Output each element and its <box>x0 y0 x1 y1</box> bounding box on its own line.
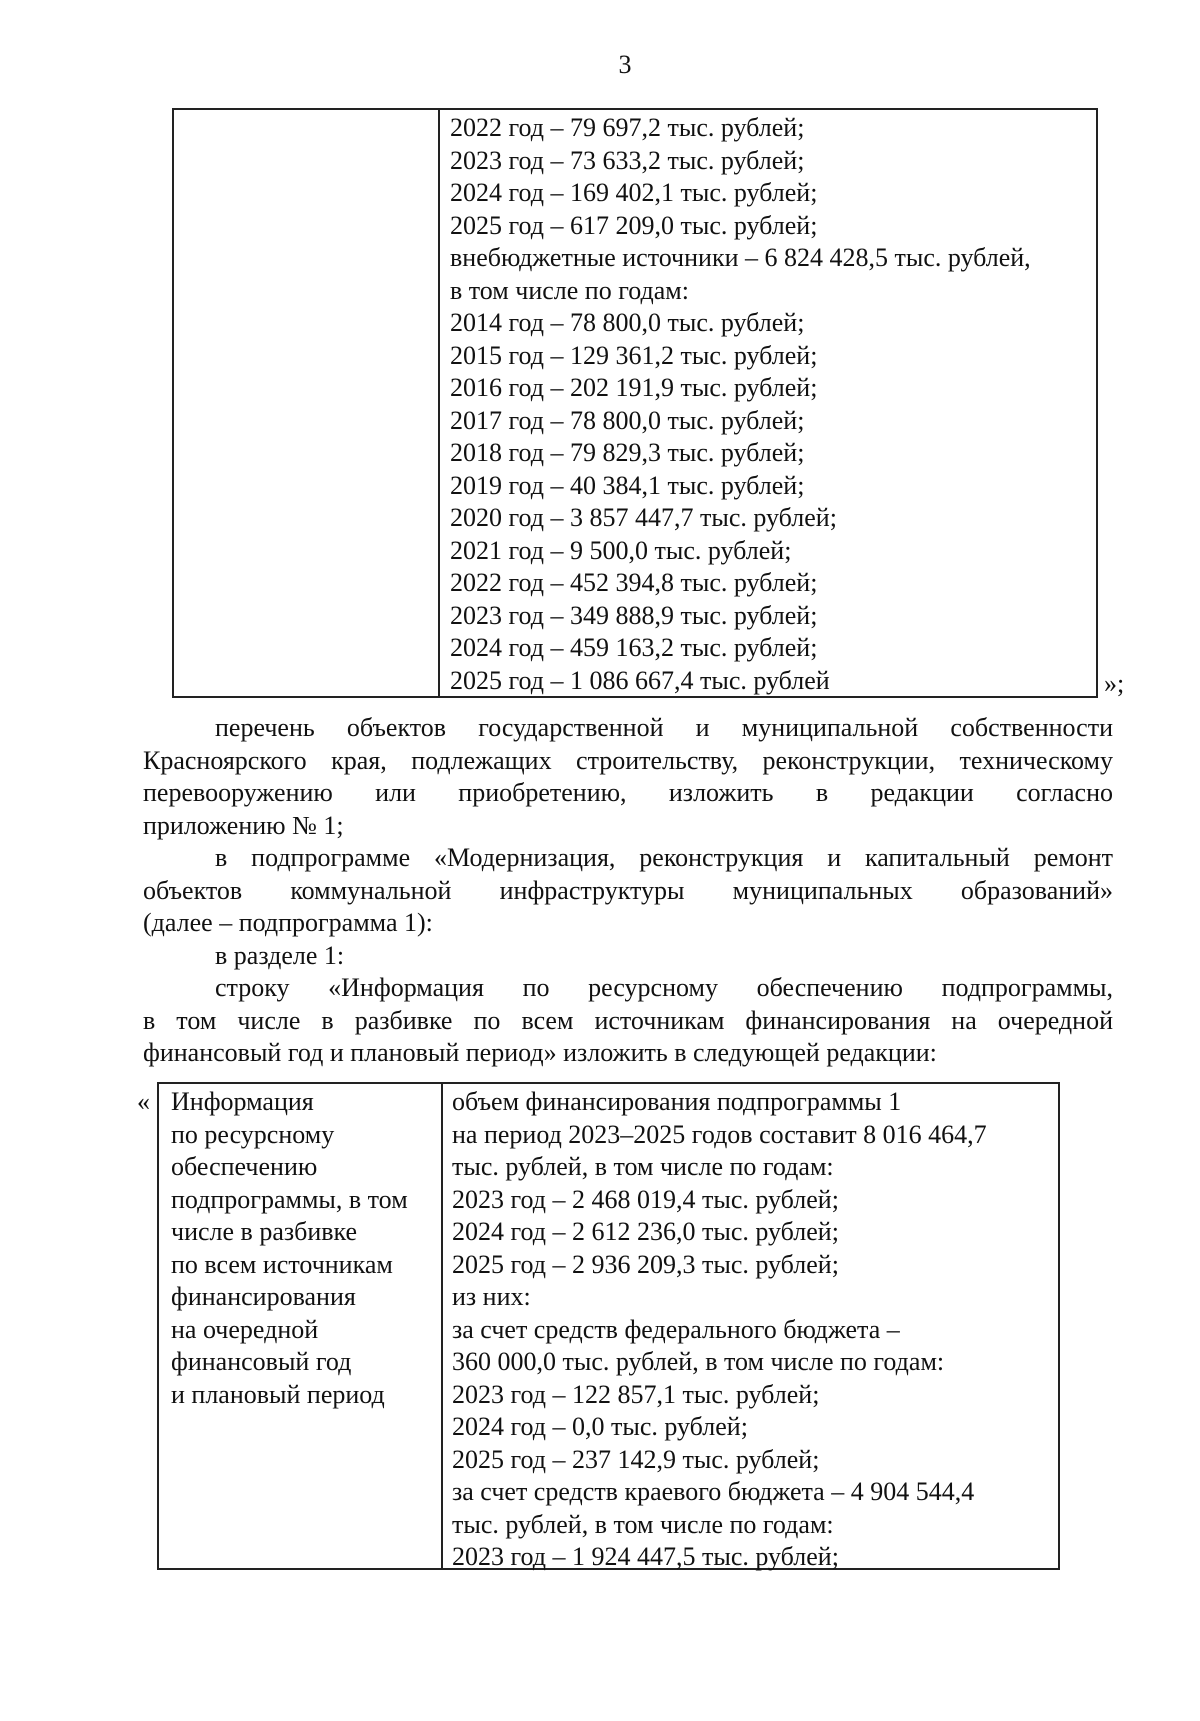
table-right-cell <box>450 112 1088 697</box>
funding-line: 2022 год – 452 394,8 тыс. рублей; <box>450 568 818 597</box>
text-line: строку «Информация по ресурсному обеспечению подпрограммы, <box>215 973 1113 1002</box>
paragraph-objects-list <box>143 712 1113 842</box>
funding-line: 360 000,0 тыс. рублей, в том числе по годам: <box>452 1347 945 1376</box>
resource-info-table <box>157 1082 1060 1570</box>
table-column-divider <box>441 1084 443 1568</box>
page-number: 3 <box>618 50 632 79</box>
funding-line: 2024 год – 0,0 тыс. рублей; <box>452 1412 748 1441</box>
funding-line: 2025 год – 1 086 667,4 тыс. рублей <box>450 665 830 695</box>
text-line: (далее – подпрограмма 1): <box>143 908 433 937</box>
funding-line: 2014 год – 78 800,0 тыс. рублей; <box>450 308 805 337</box>
text-line: перевооружению или приобретению, изложить в редакции согласно <box>143 778 1113 807</box>
funding-line: 2024 год – 169 402,1 тыс. рублей; <box>450 178 818 207</box>
row-label-line: подпрограммы, в том <box>171 1184 408 1214</box>
funding-line: тыс. рублей, в том числе по годам: <box>452 1152 834 1181</box>
paragraph-subprogram <box>143 842 1113 940</box>
funding-line: 2016 год – 202 191,9 тыс. рублей; <box>450 373 818 402</box>
row-label-line: по ресурсному <box>171 1119 335 1149</box>
row-label-line: финансовый год <box>171 1347 352 1376</box>
funding-line: 2018 год – 79 829,3 тыс. рублей; <box>450 438 805 467</box>
funding-line: объем финансирования подпрограммы 1 <box>452 1087 902 1116</box>
funding-line: 2023 год – 1 924 447,5 тыс. рублей; <box>452 1542 839 1571</box>
closing-quote: »; <box>1104 669 1125 698</box>
funding-line: 2025 год – 237 142,9 тыс. рублей; <box>452 1444 820 1474</box>
funding-line: из них: <box>452 1282 531 1311</box>
funding-line: за счет средств федерального бюджета – <box>452 1314 900 1344</box>
funding-line: 2023 год – 122 857,1 тыс. рублей; <box>452 1379 820 1409</box>
funding-line: 2019 год – 40 384,1 тыс. рублей; <box>450 470 805 500</box>
funding-line: 2021 год – 9 500,0 тыс. рублей; <box>450 535 792 565</box>
funding-line: внебюджетные источники – 6 824 428,5 тыс. рублей, <box>450 243 1031 272</box>
funding-line: 2025 год – 617 209,0 тыс. рублей; <box>450 210 818 240</box>
funding-line: на период 2023–2025 годов составит 8 016 464,7 <box>452 1119 987 1149</box>
row-label-line: числе в разбивке <box>171 1217 358 1246</box>
funding-line: 2024 год – 2 612 236,0 тыс. рублей; <box>452 1217 839 1246</box>
funding-line: 2023 год – 73 633,2 тыс. рублей; <box>450 145 805 175</box>
row-label-line: обеспечению <box>171 1152 318 1181</box>
funding-line: 2023 год – 2 468 019,4 тыс. рублей; <box>452 1184 839 1214</box>
funding-line: 2022 год – 79 697,2 тыс. рублей; <box>450 113 805 142</box>
funding-line: 2025 год – 2 936 209,3 тыс. рублей; <box>452 1249 839 1279</box>
paragraph-row-statement <box>143 972 1113 1070</box>
funding-line: тыс. рублей, в том числе по годам: <box>452 1509 834 1539</box>
funding-line: 2020 год – 3 857 447,7 тыс. рублей; <box>450 503 837 532</box>
text-line: приложению № 1; <box>143 810 344 840</box>
funding-line: 2024 год – 459 163,2 тыс. рублей; <box>450 633 818 662</box>
text-line: Красноярского края, подлежащих строительству, реконструкции, техническому <box>143 745 1113 775</box>
row-label-line: по всем источникам <box>171 1249 393 1279</box>
funding-line: 2023 год – 349 888,9 тыс. рублей; <box>450 600 818 630</box>
funding-line: 2017 год – 78 800,0 тыс. рублей; <box>450 405 805 435</box>
table-right-cell <box>452 1086 1052 1574</box>
paragraph-section <box>143 940 1113 973</box>
text-line: перечень объектов государственной и муниципальной собственности <box>215 713 1113 742</box>
funding-line: в том числе по годам: <box>450 275 689 305</box>
table-left-cell <box>171 1086 437 1411</box>
text-line: в разделе 1: <box>215 941 345 970</box>
table-column-divider <box>438 110 440 696</box>
funding-line: 2015 год – 129 361,2 тыс. рублей; <box>450 340 818 370</box>
opening-quote: « <box>137 1087 150 1116</box>
text-line: объектов коммунальной инфраструктуры муниципальных образований» <box>143 875 1113 905</box>
row-label-line: Информация <box>171 1087 314 1116</box>
funding-table-continued <box>172 108 1098 698</box>
row-label-line: на очередной <box>171 1314 319 1344</box>
text-line: в том числе в разбивке по всем источникам финансирования на очередной <box>143 1005 1113 1035</box>
row-label-line: и плановый период <box>171 1379 385 1409</box>
text-line: в подпрограмме «Модернизация, реконструкция и капитальный ремонт <box>215 843 1113 872</box>
text-line: финансовый год и плановый период» изложить в следующей редакции: <box>143 1038 937 1067</box>
funding-line: за счет средств краевого бюджета – 4 904 544,4 <box>452 1477 975 1506</box>
row-label-line: финансирования <box>171 1282 356 1311</box>
